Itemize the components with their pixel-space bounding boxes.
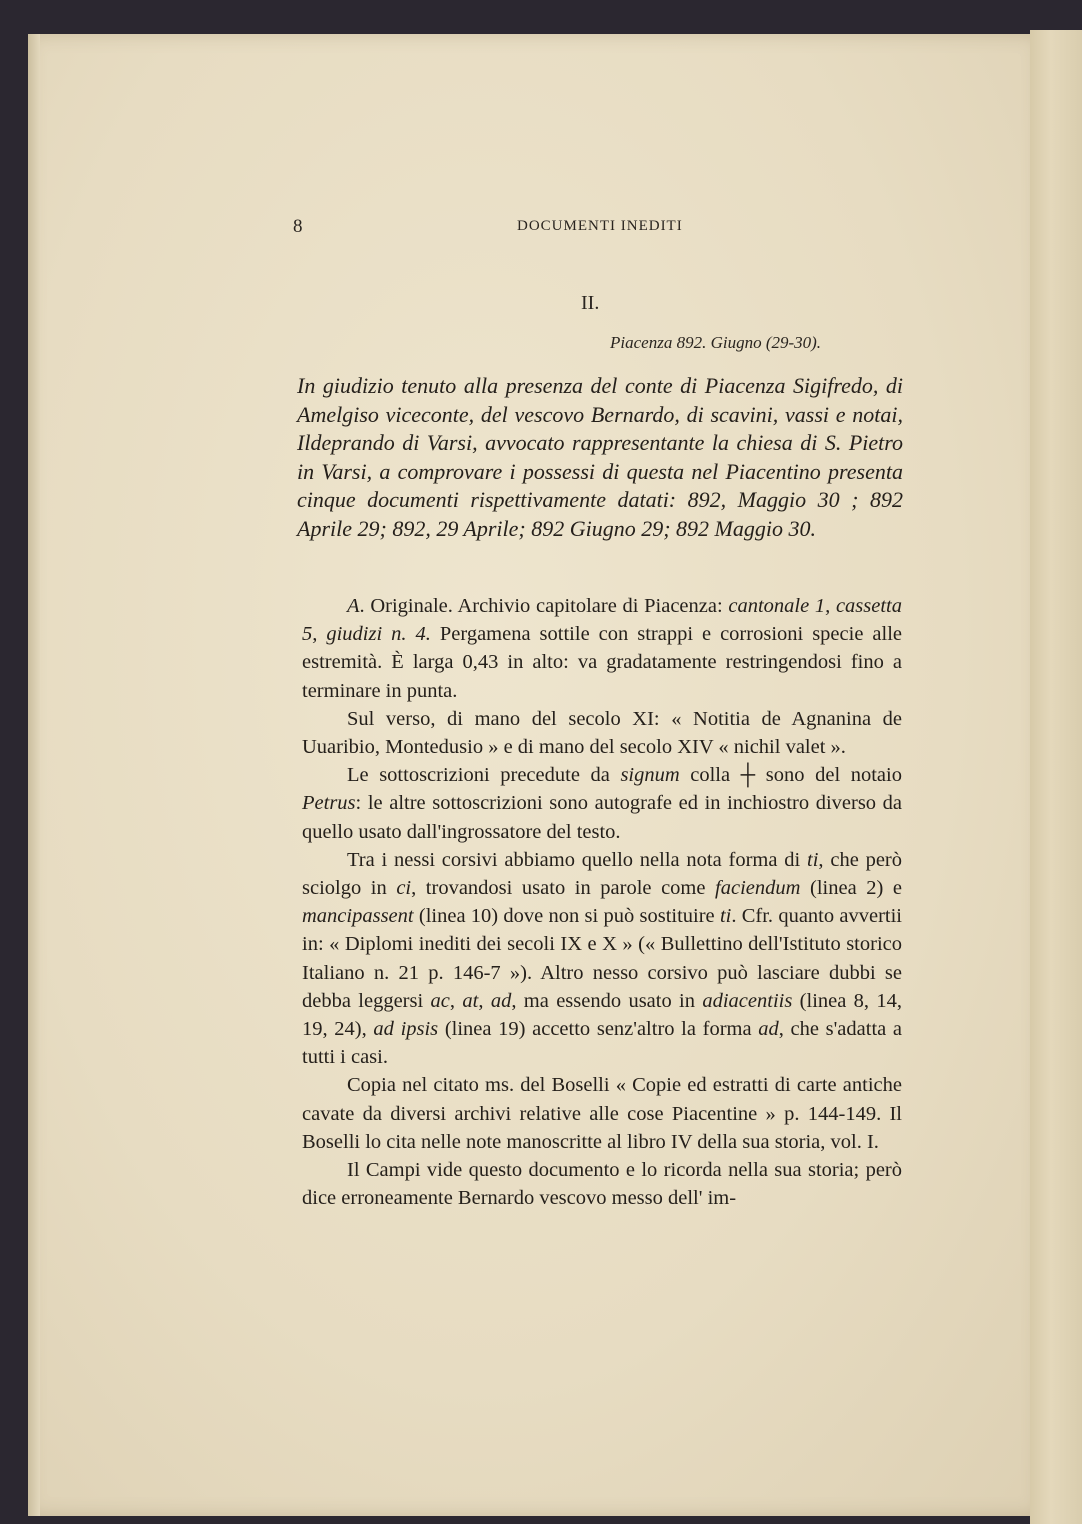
archive-reference: cantonale 1, cassetta 5, giudizi n. 4. xyxy=(302,595,902,646)
paragraph-copy xyxy=(302,1071,902,1156)
italic-term: at xyxy=(462,989,479,1012)
text-run: , xyxy=(449,989,463,1012)
italic-term: faciendum xyxy=(715,877,801,900)
text-run: Pergamena sottile con strappi e corrosioni specie alle estremità. È larga 0,43 in alto: va gradatamente restringendosi fino a terminare in punta. xyxy=(302,623,902,702)
facing-page-edge xyxy=(1030,30,1082,1524)
italic-term: ad xyxy=(758,1018,779,1041)
paragraph-ligatures xyxy=(302,846,902,1072)
text-run: (linea 2) e xyxy=(800,877,902,900)
italic-term: ti xyxy=(719,905,732,928)
italic-term: ad xyxy=(490,989,512,1012)
text-run: Il Campi vide questo documento e lo ricorda nella sua storia; però dice erroneamente Bernardo vescovo messo dell' im- xyxy=(302,1159,902,1210)
italic-term: ti xyxy=(807,848,819,871)
text-run: , xyxy=(478,989,491,1012)
paragraph-campi xyxy=(302,1156,902,1212)
text-run: colla ┼ sono del notaio xyxy=(679,764,902,787)
page-number: 8 xyxy=(293,216,303,237)
italic-term: Petrus xyxy=(302,792,356,815)
text-run: , ma essendo usato in xyxy=(511,989,703,1012)
paragraph-verso xyxy=(302,705,902,761)
text-run: : le altre sottoscrizioni sono autografe ed in inchiostro diverso da quello usato dall'ingrossatore del testo. xyxy=(302,792,902,843)
siglum: A xyxy=(347,595,360,617)
text-run: Copia nel citato ms. del Boselli « Copie ed estratti di carte antiche cavate da diversi archivi relative alle cose Piacentine » p. 144-149. Il Boselli lo cita nelle note manoscritte al libro IV della sua storia, vol. I. xyxy=(302,1074,902,1153)
text-run: (linea 19) accetto senz'altro la forma xyxy=(438,1018,759,1041)
italic-term: adiacentiis xyxy=(702,989,793,1012)
text-run: Le sottoscrizioni precedute da xyxy=(347,764,621,787)
italic-term: ad ipsis xyxy=(373,1018,439,1041)
italic-term: ci xyxy=(396,877,412,900)
body-text xyxy=(302,592,902,1212)
text-run: , trovandosi usato in parole come xyxy=(411,877,716,900)
text-run: , che però sciolgo in xyxy=(302,848,903,900)
italic-term: ac xyxy=(430,989,450,1012)
running-title: DOCUMENTI INEDITI xyxy=(517,218,683,234)
text-run: (linea 8, 14, 19, 24), xyxy=(302,989,903,1041)
text-run: . Originale. Archivio capitolare di Piacenza: xyxy=(359,595,729,617)
paragraph-original xyxy=(302,592,902,705)
section-number: II. xyxy=(581,292,600,314)
text-run: Tra i nessi corsivi abbiamo quello nella nota forma di xyxy=(347,848,808,871)
text-run: , che s'adatta a tutti i casi. xyxy=(302,1018,903,1069)
text-run: (linea 10) dove non si può sostituire xyxy=(413,905,720,928)
summary-text: In giudizio tenuto alla presenza del conte di Piacenza Sigifredo, di Amelgiso viceconte, del vescovo Bernardo, di scavini, vassi e notai, Ildeprando di Varsi, avvocato rappresentante la chiesa di S. Pietro in Varsi, a comprovare i possessi di questa nel Piacentino presenta cinque documenti rispettivamente datati: 892, Maggio 30 ; 892 Aprile 29; 892, 29 Aprile; 892 Giugno 29; 892 Maggio 30. xyxy=(297,373,903,541)
text-run: Sul verso, di mano del secolo XI: « Notitia de Agnanina de Uuaribio, Montedusio » e di mano del secolo XIV « nichil valet ». xyxy=(302,707,902,759)
document-summary xyxy=(297,372,903,543)
dateline: Piacenza 892. Giugno (29-30). xyxy=(610,333,822,352)
page-left-edge xyxy=(28,34,40,1516)
text-run: . Cfr. quanto avvertii in: « Diplomi inediti dei secoli IX e X » (« Bullettino dell'Istituto storico Italiano n. 21 p. 146-7 »). Altro nesso corsivo può lasciare dubbi se debba leggersi xyxy=(302,905,902,1012)
italic-term: signum xyxy=(620,764,680,787)
italic-term: mancipassent xyxy=(302,905,414,928)
paragraph-subscriptions xyxy=(302,761,902,846)
